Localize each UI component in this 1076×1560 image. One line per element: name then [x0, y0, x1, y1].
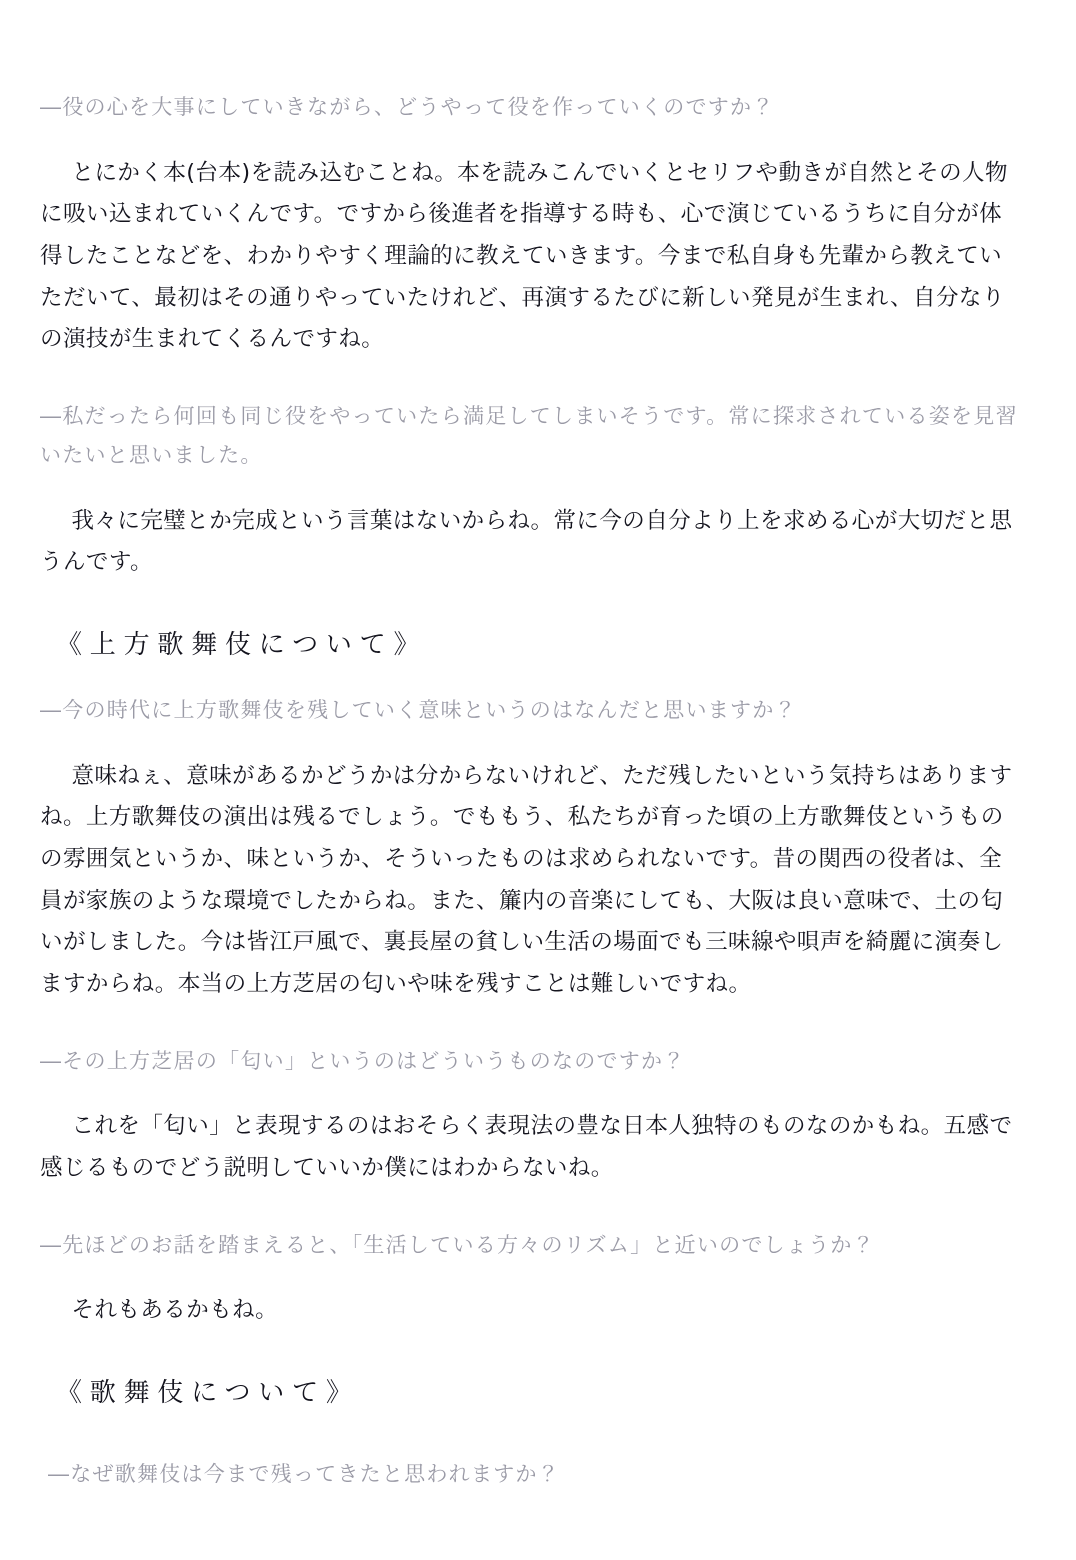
- section-spacer: [40, 1439, 1020, 1455]
- question-why-kabuki-survived: ―なぜ歌舞伎は今まで残ってきたと思われますか？: [48, 1462, 560, 1487]
- answer-rhythm-of-living: それもあるかもね。: [71, 1297, 279, 1324]
- question-role-building: ―役の心を大事にしていきながら、どうやって役を作っていくのですか？: [40, 95, 775, 119]
- answer-role-building: とにかく本(台本)を読み込むことね。本を読みこんでいくとセリフや動きが自然とその人物に吸い込まれていくんです。ですから後進者を指導する時も、心で演じているうちに自分が体得したことなどを、わかりやすく理論的に教えていきます。今まで私自身も先輩から教えていただいて、最初はその通りやっていたけれど、再演するたびに新しい発見が生まれ、自分なりの演技が生まれてくるんですね。: [40, 159, 1008, 353]
- answer-no-perfection: 我々に完璧とか完成という言葉はないからね。常に今の自分より上を求める心が大切だと思うんです。: [40, 507, 1013, 576]
- heading-kabuki: 《歌舞伎について》: [56, 1378, 360, 1409]
- answer-what-is-nioi: これを「匂い」と表現するのはおそらく表現法の豊な日本人独特のものなのかもね。五感で感じるものでどう説明していいか僕にはわからないね。: [40, 1113, 1013, 1181]
- question-meaning-of-kamigata: ―今の時代に上方歌舞伎を残していく意味というのはなんだと思いますか？: [40, 697, 797, 722]
- heading-kamigata-kabuki: 《上方歌舞伎について》: [56, 629, 428, 660]
- document-body: [40, 88, 1020, 1494]
- question-what-is-nioi: ―その上方芝居の「匂い」というのはどういうものなのですか？: [40, 1048, 686, 1073]
- question-same-role-satisfaction: ―私だったら何回も同じ役をやっていたら満足してしまいそうです。常に探求されている姿を見習いたいと思いました。: [40, 403, 1018, 467]
- question-rhythm-of-living: ―先ほどのお話を踏まえると、「生活している方々のリズム」と近いのでしょうか？: [40, 1232, 875, 1257]
- answer-meaning-of-kamigata: 意味ねぇ、意味があるかどうかは分からないけれど、ただ残したいという気持ちはありますね。上方歌舞伎の演出は残るでしょう。でももう、私たちが育った頃の上方歌舞伎というものの雰囲気というか、味というか、そういったものは求められないです。昔の関西の役者は、全員が家族のような環境でしたからね。また、簾内の音楽にしても、大阪は良い意味で、土の匂いがしました。今は皆江戸風で、裏長屋の貧しい生活の場面でも三味線や唄声を綺麗に演奏しますからね。本当の上方芝居の匂いや味を残すことは難しいですね。: [40, 762, 1013, 997]
